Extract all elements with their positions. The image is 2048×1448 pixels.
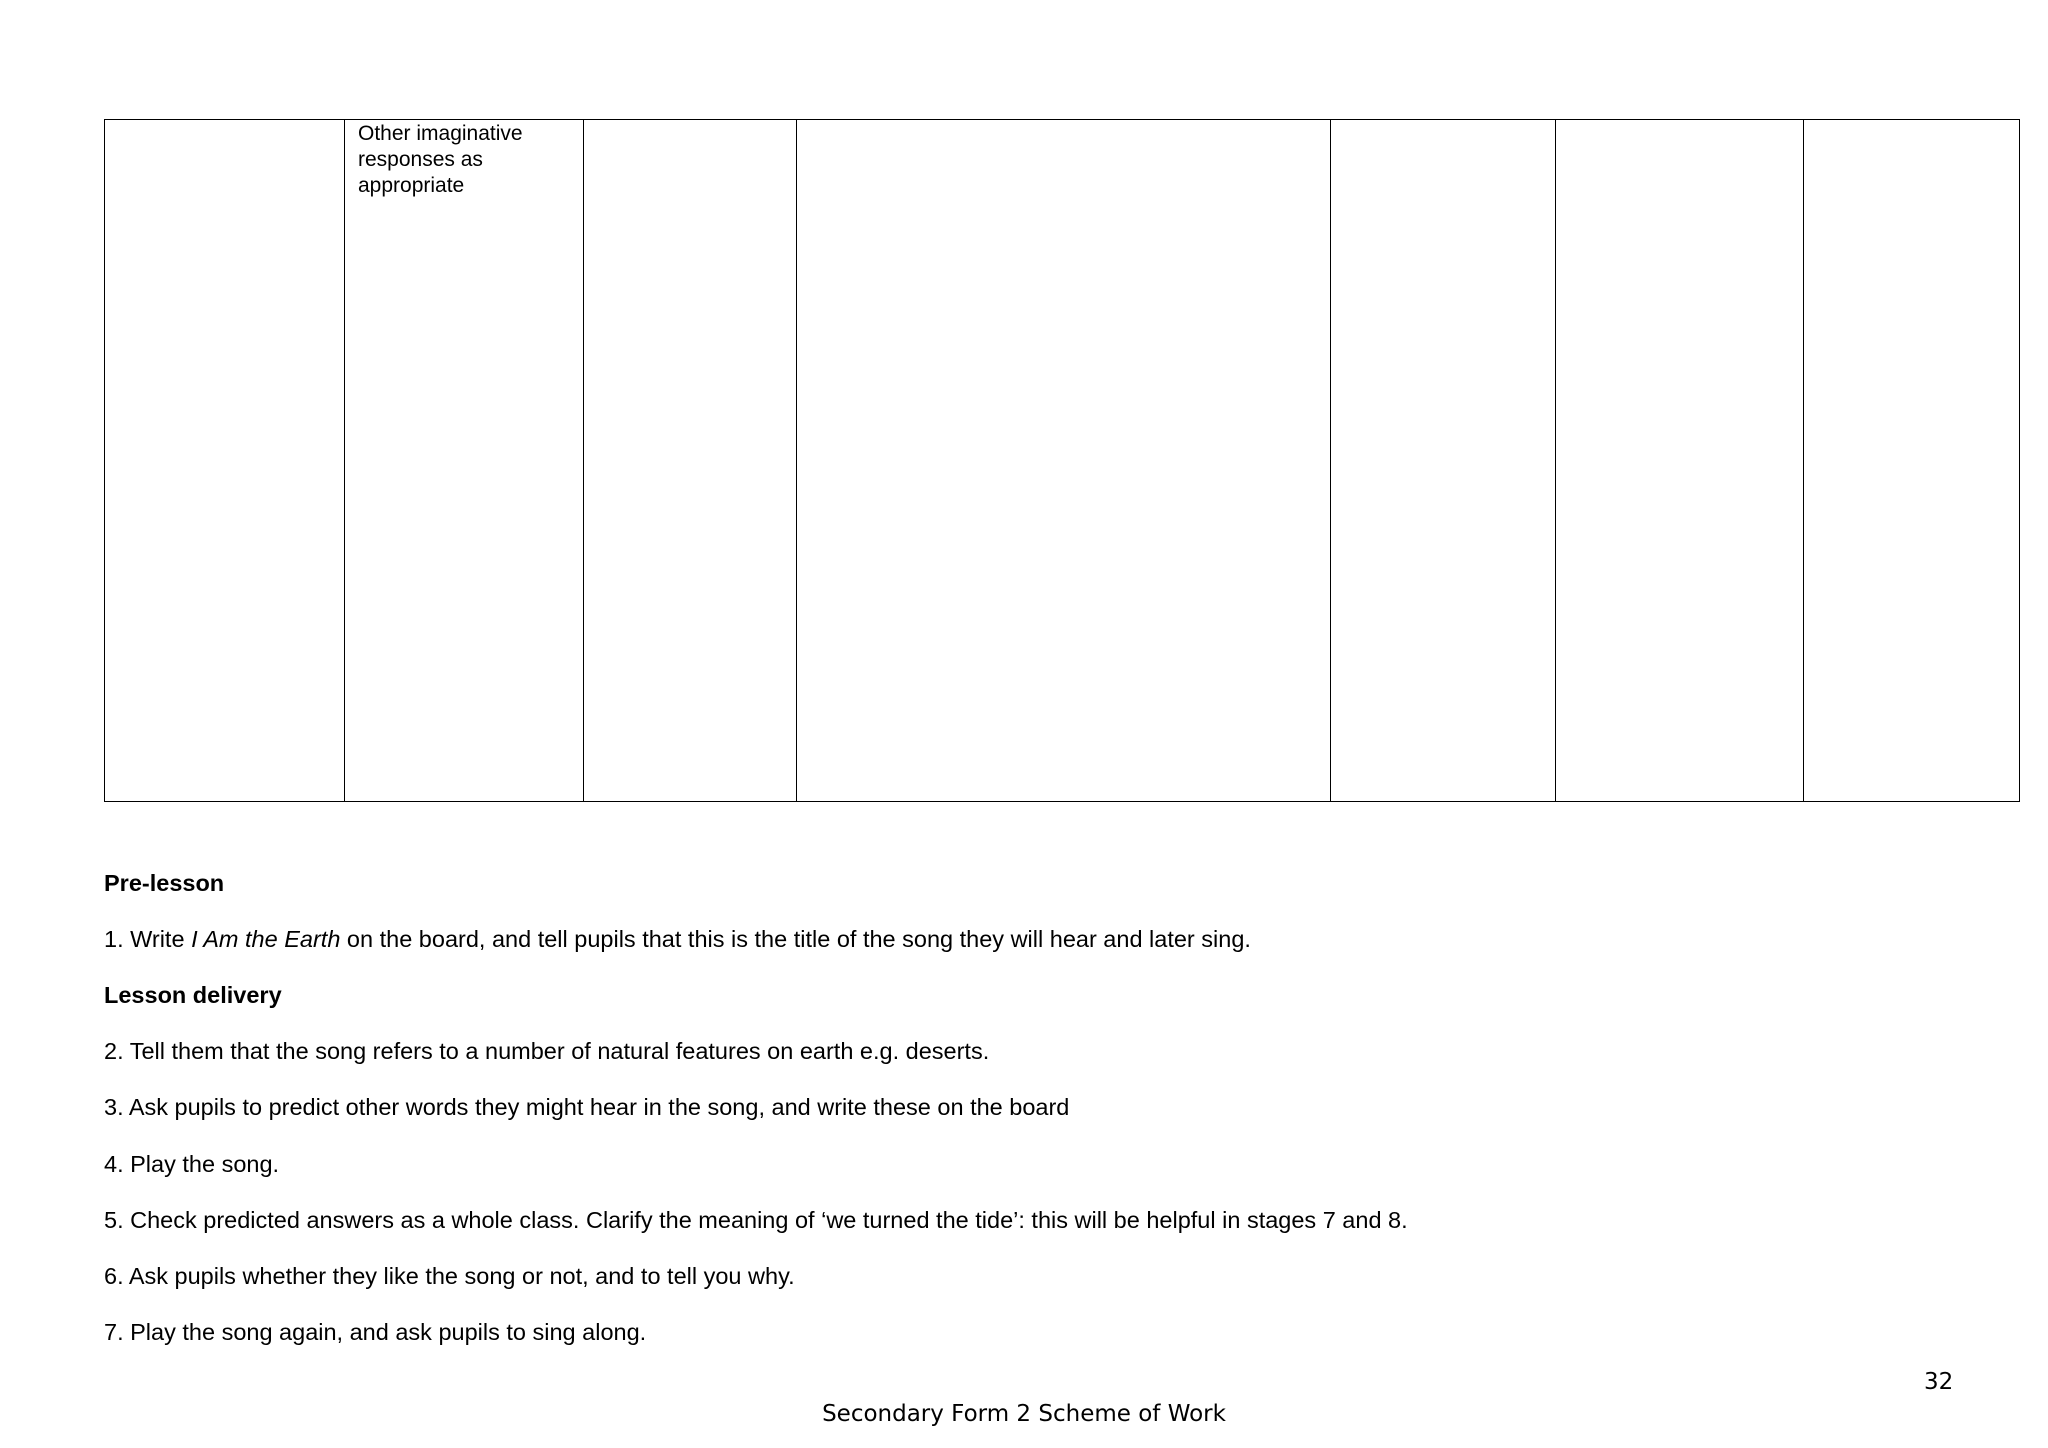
lesson-step-7: 7. Play the song again, and ask pupils to sing along. [104, 1319, 647, 1345]
page-number: 32 [1924, 1369, 1954, 1395]
table-cell [1331, 120, 1556, 802]
lesson-delivery-heading: Lesson delivery [104, 982, 282, 1008]
table-cell [584, 120, 797, 802]
lesson-step-3: 3. Ask pupils to predict other words they might hear in the song, and write these on the board [104, 1094, 1070, 1120]
scheme-of-work-table [104, 119, 2020, 802]
lesson-step-5: 5. Check predicted answers as a whole class. Clarify the meaning of ‘we turned the tide’: this will be helpful in stages 7 and 8. [104, 1207, 1408, 1233]
table-row [105, 120, 2020, 802]
cell-text-imaginative-responses: Other imaginative responses as appropriate [358, 122, 523, 197]
footer-title: Secondary Form 2 Scheme of Work [822, 1401, 1226, 1427]
lesson-step-6: 6. Ask pupils whether they like the song or not, and to tell you why. [104, 1263, 795, 1289]
pre-lesson-heading: Pre-lesson [104, 870, 225, 896]
lesson-step-2: 2. Tell them that the song refers to a number of natural features on earth e.g. deserts. [104, 1038, 990, 1064]
table-cell [1556, 120, 1804, 802]
table-cell [345, 120, 584, 802]
table-cell [105, 120, 345, 802]
lesson-step-4: 4. Play the song. [104, 1151, 280, 1177]
song-title: I Am the Earth [191, 926, 341, 952]
table-cell [1804, 120, 2020, 802]
pre-lesson-step-1: 1. Write I Am the Earth on the board, and tell pupils that this is the title of the song they will hear and later sing. [104, 926, 1251, 952]
table-cell [797, 120, 1331, 802]
